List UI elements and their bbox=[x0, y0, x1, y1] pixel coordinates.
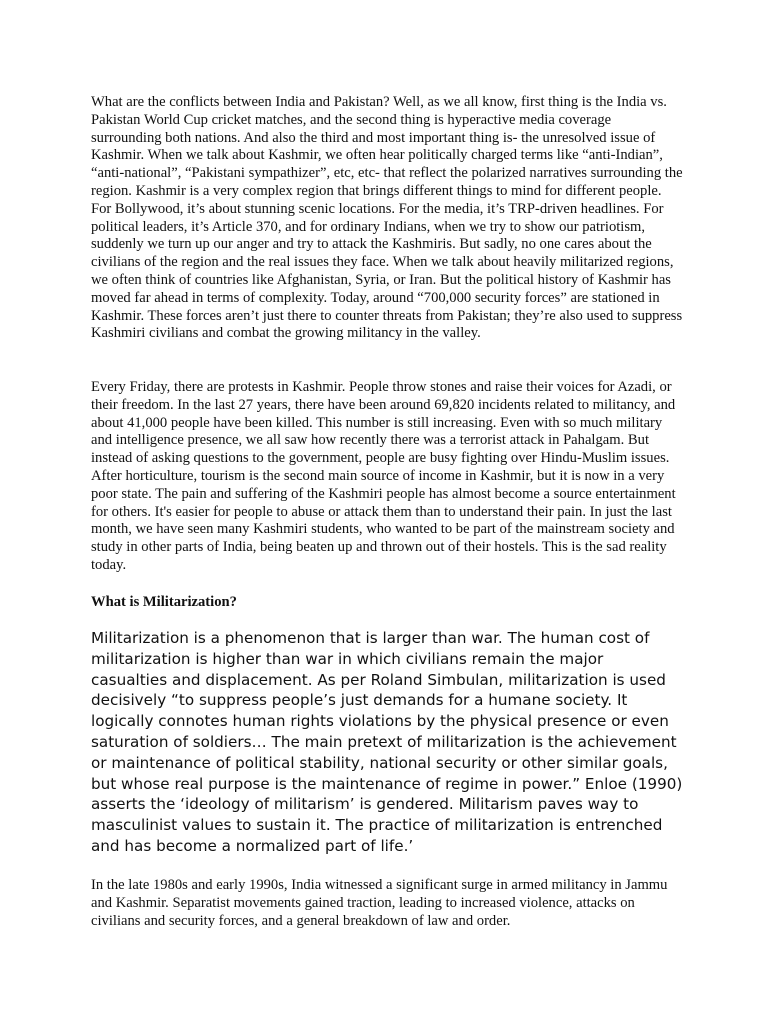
history-paragraph: In the late 1980s and early 1990s, India witnessed a significant surge in armed militancy in Jammu and Kashmir. Separatist movements gained traction, leading to increased violence, attacks on civilians and security forces, and a general breakdown of law and order. bbox=[91, 877, 668, 929]
militarization-paragraph: Militarization is a phenomenon that is larger than war. The human cost of militarization is higher than war in which civilians remain the major casualties and displacement. As per Roland Simbulan, militarization is used decisively “to suppress people’s just demands for a humane society. It logically connotes human rights violations by the physical presence or even saturation of soldiers… The main pretext of militarization is the achievement or maintenance of political stability, national security or other similar goals, but whose real purpose is the maintenance of regime in power.” Enloe (1990) asserts the ‘ideology of militarism’ is gendered. Militarism paves way to masculinist values to sustain it. The practice of militarization is entrenched and has become a normalized part of life.’ bbox=[91, 629, 683, 855]
protests-paragraph: Every Friday, there are protests in Kashmir. People throw stones and raise their voices for Azadi, or their freedom. In the last 27 years, there have been around 69,820 incidents related to militancy, and about 41,000 people have been killed. This number is still increasing. Even with so much military and intelligence presence, we all saw how recently there was a terrorist attack in Pahalgam. But instead of asking questions to the government, people are busy fighting over Hindu-Muslim issues. After horticulture, tourism is the second main source of income in Kashmir, but it is now in a very poor state. The pain and suffering of the Kashmiri people has almost become a source entertainment for others. It's easier for people to abuse or attack them than to understand their pain. In just the last month, we have seen many Kashmiri students, who wanted to be part of the mainstream society and study in other parts of India, being beaten up and thrown out of their hostels. This is the sad reality today. bbox=[91, 379, 676, 573]
section-heading: What is Militarization? bbox=[91, 594, 237, 610]
intro-paragraph: What are the conflicts between India and Pakistan? Well, as we all know, first thing is the India vs. Pakistan World Cup cricket matches, and the second thing is hyperactive media coverage surrounding both nations. And also the third and most important thing is- the unresolved issue of Kashmir. When we talk about Kashmir, we often hear politically charged terms like “anti-Indian”, “anti-national”, “Pakistani sympathizer”, etc, etc- that reflect the polarized narratives surrounding the region. Kashmir is a very complex region that brings different things to mind for different people. For Bollywood, it’s about stunning scenic locations. For the media, it’s TRP-driven headlines. For political leaders, it’s Article 370, and for ordinary Indians, when we try to show our patriotism, suddenly we turn up our anger and try to attack the Kashmiris. But sadly, no one cares about the civilians of the region and the real issues they face. When we talk about heavily militarized regions, we often think of countries like Afghanistan, Syria, or Iran. But the political history of Kashmir has moved far ahead in terms of complexity. Today, around “700,000 security forces” are stationed in Kashmir. These forces aren’t just there to counter threats from Pakistan; they’re also used to suppress Kashmiri civilians and combat the growing militancy in the valley. bbox=[91, 94, 683, 342]
